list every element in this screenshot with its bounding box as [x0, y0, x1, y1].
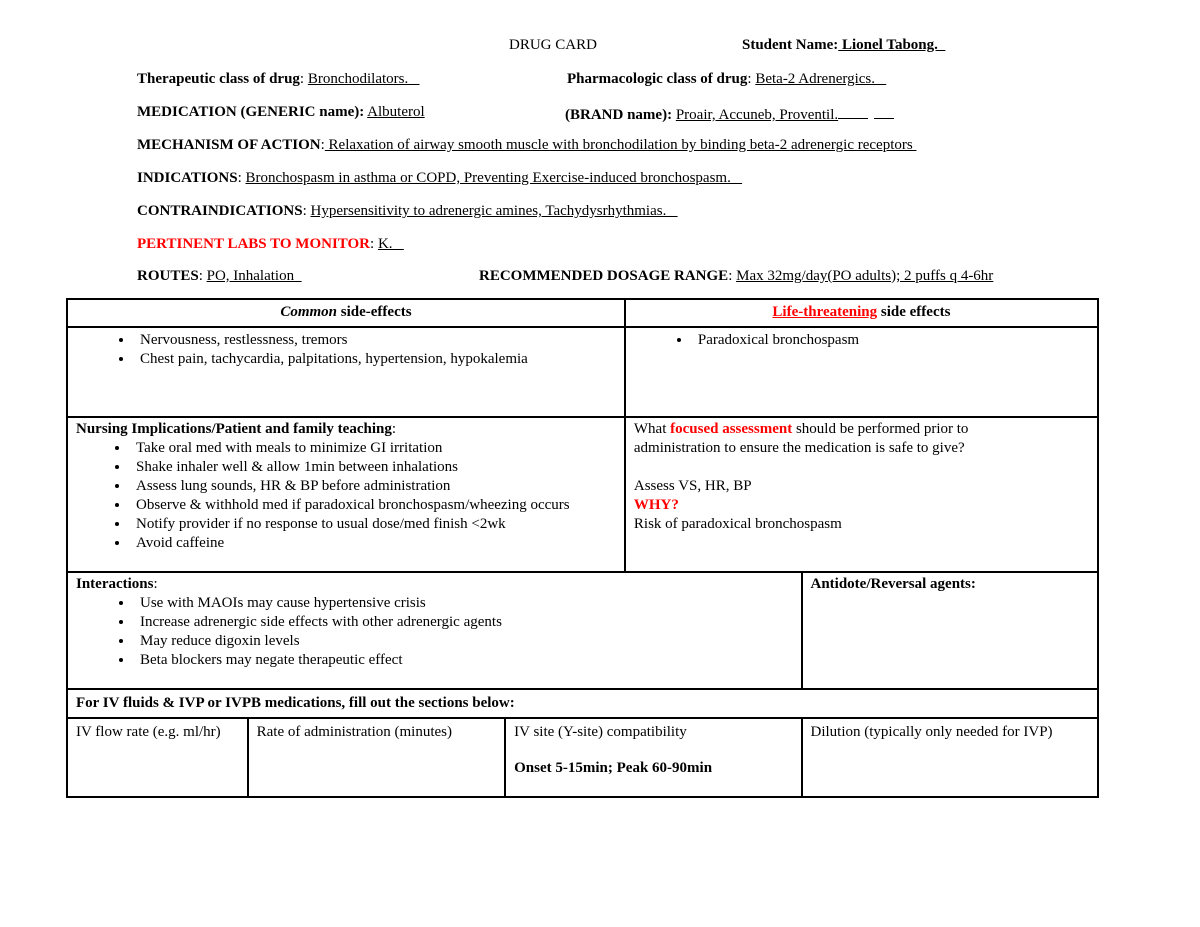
- assessment-answer: Assess VS, HR, BP: [633, 478, 752, 494]
- common-header-rest: side-effects: [337, 304, 412, 320]
- assessment-question-red: focused assessment: [670, 421, 793, 437]
- side-effects-body-row: [67, 327, 1098, 417]
- routes-label: ROUTES: [137, 268, 199, 284]
- common-side-effects-list: [76, 331, 616, 369]
- antidote-header: Antidote/Reversal agents:: [810, 576, 976, 592]
- why-label: WHY?: [633, 497, 679, 513]
- student-name-label: Student Name:: [742, 37, 839, 53]
- common-side-effects-cell: [67, 327, 625, 417]
- brand-name-value: Proair, Accuneb, Proventil.: [675, 107, 839, 123]
- interactions-cell: Interactions: • Use with MAOIs may cause hypertensive crisis • Increase adrenergic side effects with other adrenergic agents • May reduce digoxin levels • Beta blockers may negate therapeutic effect: [67, 572, 802, 689]
- side-effects-header-row: [67, 299, 1098, 327]
- interactions-header: Interactions: [76, 576, 154, 592]
- nursing-list: [76, 439, 616, 553]
- assessment-question-line2: administration to ensure the medication is safe to give?: [633, 440, 965, 456]
- brand-name-field: [565, 104, 894, 124]
- list-item: • Increase adrenergic side effects with other adrenergic agents: [134, 613, 793, 632]
- common-header-italic: Common: [280, 304, 338, 320]
- therapeutic-class-value: Bronchodilators.: [307, 71, 420, 87]
- nursing-assessment-row: [67, 417, 1098, 572]
- list-item: • Take oral med with meals to minimize GI irritation: [130, 439, 616, 458]
- drug-card-table: [66, 298, 1099, 798]
- list-item: • May reduce digoxin levels: [134, 632, 793, 651]
- antidote-cell: [802, 572, 1099, 689]
- dosage-label: RECOMMENDED DOSAGE RANGE: [479, 268, 729, 284]
- pharmacologic-class-label: Pharmacologic class of drug: [567, 71, 748, 87]
- contraindications-value: Hypersensitivity to adrenergic amines, Tachydysrhythmias.: [310, 203, 678, 219]
- therapeutic-class-label: Therapeutic class of drug: [137, 71, 300, 87]
- interactions-row: [67, 572, 1098, 689]
- routes-value: PO, Inhalation: [206, 268, 302, 284]
- why-answer: Risk of paradoxical bronchospasm: [633, 516, 842, 532]
- nursing-implications-cell: Nursing Implications/Patient and family teaching: • Take oral med with meals to minimize GI irritation • Shake inhaler well & allow 1min between inhalations • Assess lung sounds, HR & BP before administration • Observe & withhold med if paradoxical bronchospasm/wheezing occurs • Notify provider if no response to usual dose/med finish <2wk • Avoid caffeine: [67, 417, 625, 572]
- iv-flow-rate-cell: [67, 718, 248, 797]
- list-item: • Paradoxical bronchospasm: [692, 331, 1089, 350]
- dosage-field: RECOMMENDED DOSAGE RANGE: Max 32mg/day(PO adults); 2 puffs q 4-6hr: [479, 268, 994, 284]
- mechanism-field: MECHANISM OF ACTION: Relaxation of airway smooth muscle with bronchodilation by binding beta-2 adrenergic receptors: [137, 137, 917, 153]
- indications-field: INDICATIONS: Bronchospasm in asthma or COPD, Preventing Exercise-induced bronchospasm.: [137, 170, 743, 186]
- contraindications-field: CONTRAINDICATIONS: Hypersensitivity to adrenergic amines, Tachydysrhythmias.: [137, 203, 678, 219]
- drug-card-title: DRUG CARD: [509, 37, 597, 53]
- brand-name-label: (BRAND name):: [565, 107, 673, 123]
- iv-header-cell: [67, 689, 1098, 718]
- dosage-value: Max 32mg/day(PO adults); 2 puffs q 4-6hr: [736, 268, 994, 284]
- interactions-list: [76, 594, 793, 670]
- life-header-rest: side effects: [877, 304, 951, 320]
- student-name-value: Lionel Tabong.: [838, 37, 946, 53]
- iv-fields-row: [67, 718, 1098, 797]
- list-item: • Beta blockers may negate therapeutic effect: [134, 651, 793, 670]
- indications-label: INDICATIONS: [137, 170, 238, 186]
- brand-blank-1: [838, 104, 868, 119]
- focused-assessment-cell: [625, 417, 1098, 572]
- rate-of-administration-label: Rate of administration (minutes): [256, 724, 452, 740]
- routes-field: ROUTES: PO, Inhalation: [137, 268, 302, 284]
- mechanism-value: Relaxation of airway smooth muscle with bronchodilation by binding beta-2 adrenergic receptors: [324, 137, 917, 153]
- onset-peak-value: Onset 5-15min; Peak 60-90min: [514, 760, 713, 776]
- iv-header: For IV fluids & IVP or IVPB medications, fill out the sections below:: [76, 695, 515, 711]
- rate-of-administration-cell: [248, 718, 506, 797]
- pharmacologic-class-value: Beta-2 Adrenergics.: [755, 71, 887, 87]
- iv-site-compatibility-label: IV site (Y-site) compatibility: [514, 724, 687, 740]
- labs-label: PERTINENT LABS TO MONITOR: [137, 236, 371, 252]
- contraindications-label: CONTRAINDICATIONS: [137, 203, 303, 219]
- life-threatening-list: [634, 331, 1089, 350]
- list-item: • Observe & withhold med if paradoxical bronchospasm/wheezing occurs: [130, 496, 616, 515]
- mechanism-label: MECHANISM OF ACTION: [137, 137, 321, 153]
- life-threatening-header: [625, 299, 1098, 327]
- student-name-field: [742, 37, 945, 54]
- list-item: • Shake inhaler well & allow 1min between inhalations: [130, 458, 616, 477]
- dilution-cell: [802, 718, 1099, 797]
- list-item: • Chest pain, tachycardia, palpitations, hypertension, hypokalemia: [134, 350, 616, 369]
- labs-field: PERTINENT LABS TO MONITOR: K.: [137, 236, 404, 252]
- generic-name-value: Albuterol: [367, 104, 425, 120]
- brand-blank-2: [874, 104, 894, 119]
- iv-flow-rate-label: IV flow rate (e.g. ml/hr): [76, 724, 221, 740]
- assessment-question-post: should be performed prior to: [792, 421, 969, 437]
- life-header-red: Life-threatening: [772, 304, 878, 320]
- common-side-effects-header: [67, 299, 625, 327]
- assessment-question-pre: What: [633, 421, 671, 437]
- life-threatening-cell: [625, 327, 1098, 417]
- list-item: • Notify provider if no response to usual dose/med finish <2wk: [130, 515, 616, 534]
- indications-value: Bronchospasm in asthma or COPD, Preventing Exercise-induced bronchospasm.: [245, 170, 743, 186]
- dilution-label: Dilution (typically only needed for IVP): [810, 724, 1053, 740]
- iv-site-compatibility-cell: [505, 718, 801, 797]
- list-item: • Assess lung sounds, HR & BP before administration: [130, 477, 616, 496]
- list-item: • Use with MAOIs may cause hypertensive crisis: [134, 594, 793, 613]
- list-item: • Nervousness, restlessness, tremors: [134, 331, 616, 350]
- list-item: • Avoid caffeine: [130, 534, 616, 553]
- assessment-question: [634, 420, 1089, 439]
- generic-name-label: MEDICATION (GENERIC name):: [137, 104, 365, 120]
- nursing-header: Nursing Implications/Patient and family teaching: [76, 421, 392, 437]
- pharmacologic-class-field: Pharmacologic class of drug: Beta-2 Adrenergics.: [567, 71, 887, 87]
- therapeutic-class-field: Therapeutic class of drug: Bronchodilators.: [137, 71, 420, 87]
- generic-name-field: [137, 104, 425, 121]
- iv-header-row: [67, 689, 1098, 718]
- labs-value: K.: [377, 236, 404, 252]
